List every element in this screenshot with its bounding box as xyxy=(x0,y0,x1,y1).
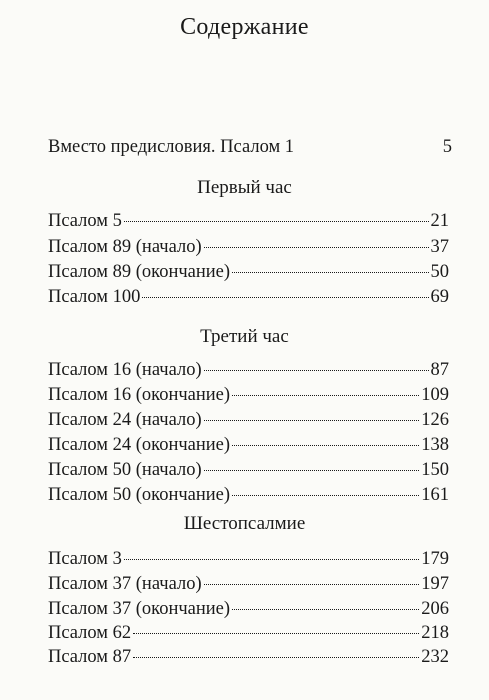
toc-entry xyxy=(48,262,449,283)
toc-entry xyxy=(48,460,449,481)
toc-entry xyxy=(48,599,449,620)
entry-page: 161 xyxy=(421,485,449,505)
entry-page: 109 xyxy=(421,385,449,405)
dot-leader xyxy=(204,584,420,585)
toc-entry xyxy=(48,574,449,595)
entry-page: 50 xyxy=(430,262,449,282)
entry-label: Псалом 3 xyxy=(48,549,122,569)
toc-entry xyxy=(48,385,449,406)
entry-label: Псалом 62 xyxy=(48,623,132,643)
toc-entry xyxy=(48,435,449,456)
toc-entry xyxy=(48,647,449,668)
dot-leader xyxy=(232,609,419,610)
entry-page: 232 xyxy=(421,647,449,667)
dot-leader xyxy=(204,470,420,471)
entry-page: 197 xyxy=(421,574,449,594)
entry-label: Псалом 37 (начало) xyxy=(48,574,202,594)
toc-entry xyxy=(48,211,449,232)
entry-page: 126 xyxy=(421,410,449,430)
dot-leader xyxy=(232,272,428,273)
toc-entry xyxy=(48,485,449,506)
entry-page: 150 xyxy=(421,460,449,480)
dot-leader xyxy=(204,370,429,371)
section-heading-six-psalms: Шестопсалмие xyxy=(183,513,306,534)
entry-label: Псалом 87 xyxy=(48,647,132,667)
entry-label: Псалом 24 (окончание) xyxy=(48,435,231,455)
toc-entry-preface xyxy=(48,137,452,158)
entry-label: Псалом 100 xyxy=(48,287,141,307)
entry-page: 206 xyxy=(421,599,449,619)
entry-page: 179 xyxy=(421,549,449,569)
entry-page: 218 xyxy=(421,623,449,643)
dot-leader xyxy=(124,221,429,222)
toc-entry xyxy=(48,287,449,308)
entry-label: Вместо предисловия. Псалом 1 xyxy=(48,137,295,157)
toc-entry xyxy=(48,237,449,258)
dot-leader xyxy=(232,395,419,396)
entry-label: Псалом 89 (начало) xyxy=(48,237,202,257)
entry-label: Псалом 5 xyxy=(48,211,122,231)
entry-label: Псалом 89 (окончание) xyxy=(48,262,231,282)
dot-leader xyxy=(204,247,429,248)
toc-entry xyxy=(48,360,449,381)
entry-page: 138 xyxy=(421,435,449,455)
entry-label: Псалом 24 (начало) xyxy=(48,410,202,430)
section-heading-first-hour: Первый час xyxy=(197,177,292,198)
entry-page: 21 xyxy=(430,211,449,231)
dot-leader xyxy=(232,445,419,446)
entry-page: 37 xyxy=(430,237,449,257)
dot-leader xyxy=(204,420,420,421)
toc-title: Содержание xyxy=(180,14,309,40)
entry-label: Псалом 50 (окончание) xyxy=(48,485,231,505)
entry-page: 5 xyxy=(442,137,452,157)
dot-leader xyxy=(124,559,419,560)
dot-leader xyxy=(133,633,419,634)
toc-entry xyxy=(48,623,449,644)
dot-leader xyxy=(232,495,419,496)
entry-page: 87 xyxy=(430,360,449,380)
entry-label: Псалом 50 (начало) xyxy=(48,460,202,480)
dot-leader xyxy=(133,657,419,658)
toc-entry xyxy=(48,410,449,431)
entry-label: Псалом 16 (окончание) xyxy=(48,385,231,405)
toc-entry xyxy=(48,549,449,570)
section-heading-third-hour: Третий час xyxy=(200,326,289,347)
entry-label: Псалом 37 (окончание) xyxy=(48,599,231,619)
entry-page: 69 xyxy=(430,287,449,307)
dot-leader xyxy=(142,297,428,298)
entry-label: Псалом 16 (начало) xyxy=(48,360,202,380)
